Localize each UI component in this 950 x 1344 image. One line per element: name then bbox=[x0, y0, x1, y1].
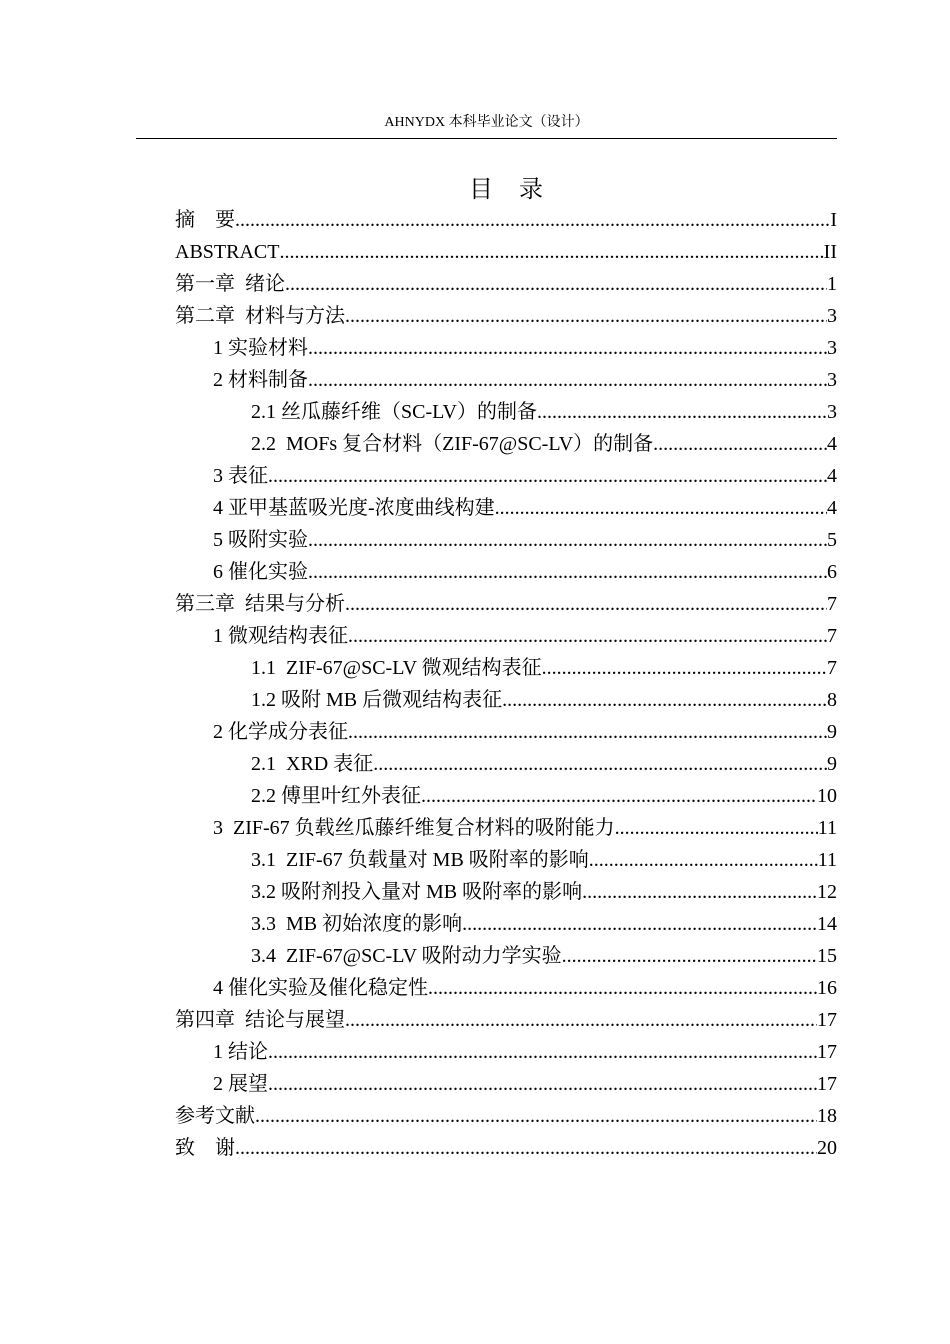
toc-entry-page-number: 17 bbox=[817, 1073, 837, 1095]
toc-entry-page-number: 11 bbox=[817, 849, 837, 871]
toc-entry-page-number: 7 bbox=[827, 625, 837, 647]
toc-entry-title: 3 表征 bbox=[213, 465, 268, 487]
toc-entry-page-number: 7 bbox=[827, 657, 837, 679]
toc-dot-leader bbox=[345, 300, 827, 332]
toc-entry-page-number: 11 bbox=[817, 817, 837, 839]
toc-entry-page-number: II bbox=[823, 241, 837, 263]
toc-dot-leader bbox=[348, 620, 827, 652]
toc-dot-leader bbox=[537, 396, 827, 428]
toc-dot-leader bbox=[348, 716, 827, 748]
toc-entry[interactable] bbox=[175, 396, 837, 428]
toc-entry-page-number: 9 bbox=[827, 753, 837, 775]
toc-entry-page-number: 1 bbox=[827, 273, 837, 295]
toc-entry-title: 2.1 XRD 表征 bbox=[251, 753, 374, 775]
toc-dot-leader bbox=[308, 364, 827, 396]
toc-entry[interactable] bbox=[175, 716, 837, 748]
toc-entry-page-number: 14 bbox=[817, 913, 837, 935]
toc-entry-page-number: 18 bbox=[817, 1105, 837, 1127]
toc-entry-title: 2.1 丝瓜藤纤维（SC-LV）的制备 bbox=[251, 401, 537, 423]
toc-entry[interactable] bbox=[175, 492, 837, 524]
toc-entry-page-number: 16 bbox=[817, 977, 837, 999]
toc-entry[interactable] bbox=[175, 300, 837, 332]
toc-entry-page-number: 4 bbox=[827, 433, 837, 455]
toc-entry[interactable] bbox=[175, 428, 837, 460]
toc-entry-title: 3.4 ZIF-67@SC-LV 吸附动力学实验 bbox=[251, 945, 562, 967]
toc-entry-title: 2 化学成分表征 bbox=[213, 721, 348, 743]
toc-entry-page-number: 15 bbox=[817, 945, 837, 967]
toc-dot-leader bbox=[615, 812, 818, 844]
toc-dot-leader bbox=[268, 460, 827, 492]
toc-entry-title: 摘 要 bbox=[175, 209, 235, 231]
toc-entry-page-number: 10 bbox=[817, 785, 837, 807]
toc-entry-page-number: 5 bbox=[827, 529, 837, 551]
page-header bbox=[136, 112, 837, 139]
toc-entry-title: 1 实验材料 bbox=[213, 337, 308, 359]
toc-entry[interactable] bbox=[175, 652, 837, 684]
toc-entry-title: 参考文献 bbox=[175, 1105, 255, 1127]
toc-entry-title: 1.1 ZIF-67@SC-LV 微观结构表征 bbox=[251, 657, 542, 679]
toc-entry-page-number: 6 bbox=[827, 561, 837, 583]
toc-entry-page-number: 17 bbox=[817, 1009, 837, 1031]
toc-dot-leader bbox=[582, 876, 817, 908]
toc-entry-title: 1.2 吸附 MB 后微观结构表征 bbox=[251, 689, 503, 711]
toc-dot-leader bbox=[308, 332, 827, 364]
toc-entry[interactable] bbox=[175, 908, 837, 940]
toc-entry[interactable] bbox=[175, 844, 837, 876]
toc-entry[interactable] bbox=[175, 460, 837, 492]
toc-dot-leader bbox=[235, 1132, 817, 1164]
toc-entry[interactable] bbox=[175, 1132, 837, 1164]
toc-entry[interactable] bbox=[175, 204, 837, 236]
toc-dot-leader bbox=[268, 1036, 817, 1068]
toc-dot-leader bbox=[542, 652, 827, 684]
toc-entry-page-number: 12 bbox=[817, 881, 837, 903]
toc-dot-leader bbox=[495, 492, 827, 524]
toc-entry[interactable] bbox=[175, 524, 837, 556]
toc-dot-leader bbox=[345, 588, 827, 620]
toc-entry[interactable] bbox=[175, 1100, 837, 1132]
toc-entry-title: 1 结论 bbox=[213, 1041, 268, 1063]
toc-entry[interactable] bbox=[175, 364, 837, 396]
toc-entry[interactable] bbox=[175, 332, 837, 364]
toc-dot-leader bbox=[279, 236, 823, 268]
toc-entry-page-number: 3 bbox=[827, 337, 837, 359]
toc-dot-leader bbox=[589, 844, 818, 876]
toc-dot-leader bbox=[255, 1100, 817, 1132]
toc-dot-leader bbox=[235, 204, 830, 236]
toc-entry-page-number: 20 bbox=[817, 1137, 837, 1159]
toc-entry-title: 4 催化实验及催化稳定性 bbox=[213, 977, 428, 999]
toc-entry[interactable] bbox=[175, 588, 837, 620]
toc-entry[interactable] bbox=[175, 940, 837, 972]
toc-entry-page-number: 7 bbox=[827, 593, 837, 615]
toc-entry-title: 1 微观结构表征 bbox=[213, 625, 348, 647]
toc-dot-leader bbox=[428, 972, 817, 1004]
toc-entry[interactable] bbox=[175, 972, 837, 1004]
toc-entry[interactable] bbox=[175, 1068, 837, 1100]
toc-entry-page-number: 17 bbox=[817, 1041, 837, 1063]
toc-dot-leader bbox=[373, 748, 827, 780]
toc-dot-leader bbox=[502, 684, 827, 716]
toc-entry-page-number: 4 bbox=[827, 465, 837, 487]
toc-entry-title: 第三章 结果与分析 bbox=[175, 593, 345, 615]
toc-title bbox=[0, 172, 950, 206]
toc-entry-page-number: 8 bbox=[827, 689, 837, 711]
toc-entry-title: 3.1 ZIF-67 负载量对 MB 吸附率的影响 bbox=[251, 849, 589, 871]
toc-dot-leader bbox=[421, 780, 817, 812]
toc-entry[interactable] bbox=[175, 620, 837, 652]
toc-dot-leader bbox=[308, 556, 827, 588]
toc-entry[interactable] bbox=[175, 684, 837, 716]
toc-entry[interactable] bbox=[175, 236, 837, 268]
toc-entry-title: 致 谢 bbox=[175, 1137, 235, 1159]
toc-entry[interactable] bbox=[175, 556, 837, 588]
toc-entry-title: 2.2 MOFs 复合材料（ZIF-67@SC-LV）的制备 bbox=[251, 433, 654, 455]
toc-entry[interactable] bbox=[175, 780, 837, 812]
toc-entry-page-number: 3 bbox=[827, 305, 837, 327]
toc-dot-leader bbox=[308, 524, 827, 556]
toc-entry-page-number: 4 bbox=[827, 497, 837, 519]
toc-entry[interactable] bbox=[175, 812, 837, 844]
toc-dot-leader bbox=[345, 1004, 817, 1036]
toc-title-char-2: 录 bbox=[519, 175, 543, 203]
toc-entry[interactable] bbox=[175, 876, 837, 908]
toc-dot-leader bbox=[285, 268, 827, 300]
toc-dot-leader bbox=[268, 1068, 817, 1100]
toc-entry-title: 6 催化实验 bbox=[213, 561, 308, 583]
table-of-contents bbox=[175, 204, 837, 1164]
toc-entry-title: 3.3 MB 初始浓度的影响 bbox=[251, 913, 463, 935]
toc-dot-leader bbox=[653, 428, 827, 460]
toc-entry[interactable] bbox=[175, 1036, 837, 1068]
toc-entry-page-number: 3 bbox=[827, 369, 837, 391]
toc-dot-leader bbox=[462, 908, 817, 940]
toc-entry-title: 2 材料制备 bbox=[213, 369, 308, 391]
toc-entry-title: 3.2 吸附剂投入量对 MB 吸附率的影响 bbox=[251, 881, 583, 903]
toc-entry[interactable] bbox=[175, 1004, 837, 1036]
toc-entry-page-number: 9 bbox=[827, 721, 837, 743]
toc-entry-page-number: 3 bbox=[827, 401, 837, 423]
toc-entry-title: ABSTRACT bbox=[175, 241, 280, 263]
toc-entry-title: 第四章 结论与展望 bbox=[175, 1009, 345, 1031]
toc-entry-page-number: I bbox=[830, 209, 837, 231]
running-title: AHNYDX 本科毕业论文（设计） bbox=[384, 115, 589, 130]
toc-entry-title: 2.2 傅里叶红外表征 bbox=[251, 785, 421, 807]
toc-entry-title: 5 吸附实验 bbox=[213, 529, 308, 551]
toc-entry-title: 第二章 材料与方法 bbox=[175, 305, 345, 327]
toc-entry[interactable] bbox=[175, 748, 837, 780]
toc-title-char-1: 目 bbox=[469, 175, 493, 203]
toc-entry-title: 第一章 绪论 bbox=[175, 273, 285, 295]
toc-entry-title: 2 展望 bbox=[213, 1073, 268, 1095]
toc-entry-title: 4 亚甲基蓝吸光度-浓度曲线构建 bbox=[213, 497, 495, 519]
toc-entry[interactable] bbox=[175, 268, 837, 300]
toc-dot-leader bbox=[562, 940, 817, 972]
toc-entry-title: 3 ZIF-67 负载丝瓜藤纤维复合材料的吸附能力 bbox=[213, 817, 615, 839]
